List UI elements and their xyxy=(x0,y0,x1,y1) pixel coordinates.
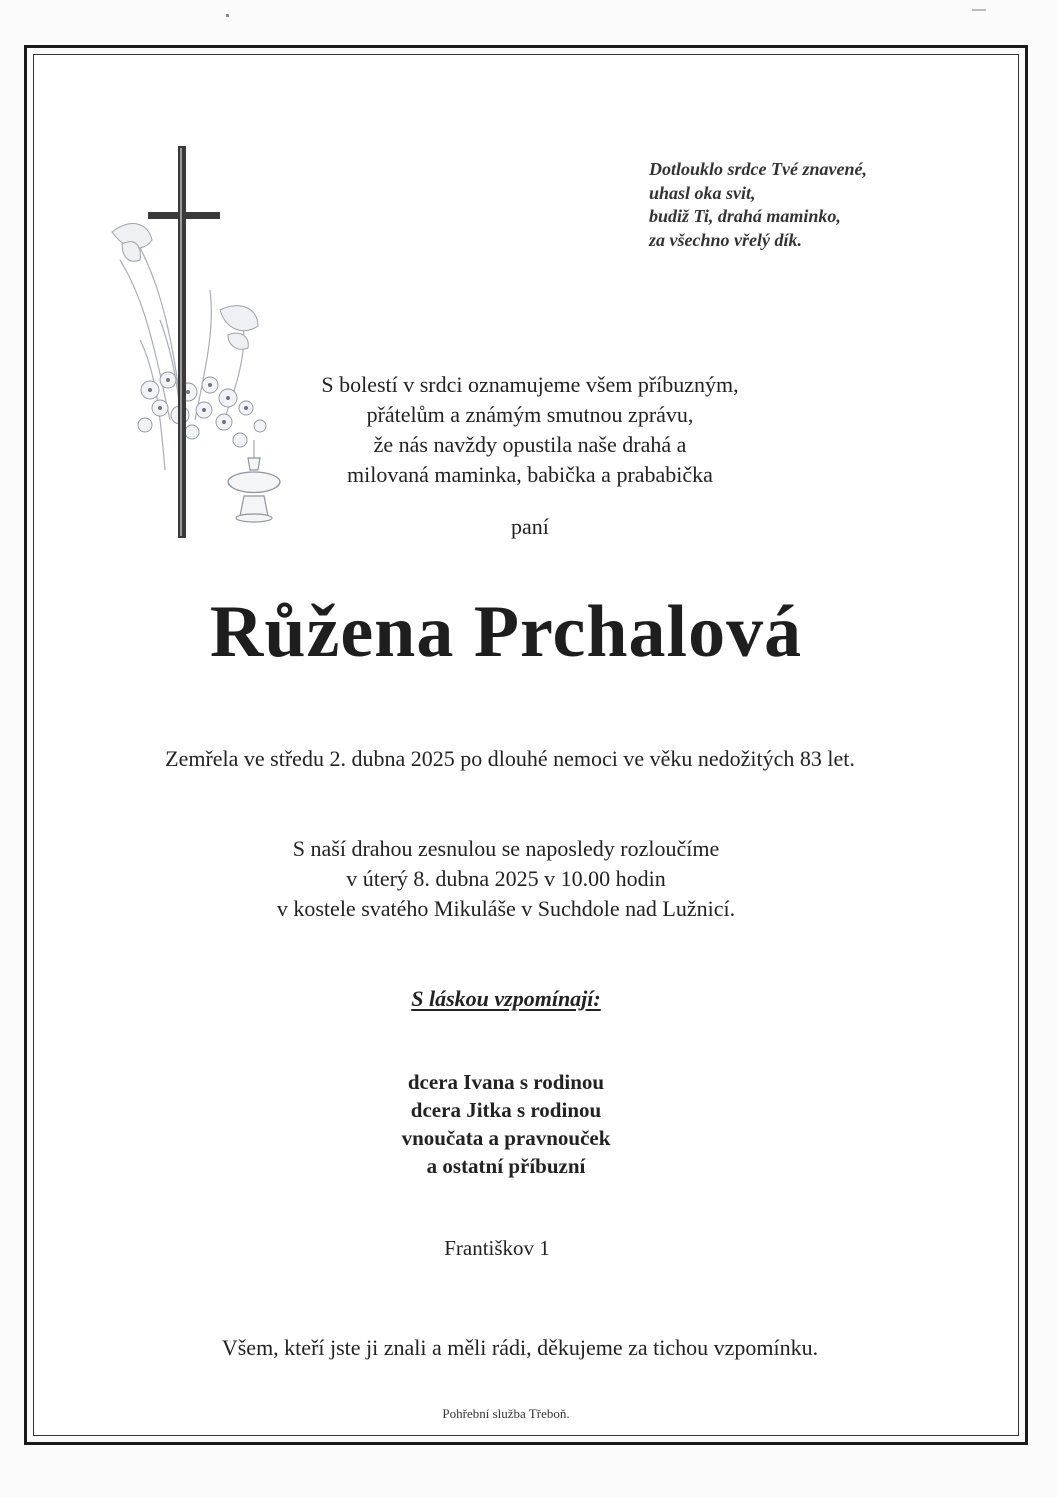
announcement-line: S bolestí v srdci oznamujeme všem příbuzným, xyxy=(321,372,739,397)
announcement-line: milovaná maminka, babička a prababička xyxy=(347,462,713,487)
poem-line: za všechno vřelý dík. xyxy=(649,229,802,250)
farewell-line: v úterý 8. dubna 2025 v 10.00 hodin xyxy=(346,866,666,891)
farewell-paragraph xyxy=(200,834,812,924)
poem-verse xyxy=(649,158,949,252)
farewell-line: v kostele svatého Mikuláše v Suchdole nad Lužnicí. xyxy=(276,896,736,921)
announcement-line: že nás navždy opustila naše drahá a xyxy=(373,432,687,457)
mourner-item: a ostatní příbuzní xyxy=(426,1154,586,1178)
mourner-item: dcera Jitka s rodinou xyxy=(410,1098,602,1122)
poem-line: Dotlouklo srdce Tvé znavené, xyxy=(649,159,867,179)
deceased-name: Růžena Prchalová xyxy=(209,591,803,673)
remembrance-heading-text: S láskou vzpomínají: xyxy=(411,986,601,1011)
poem-line: budiž Ti, drahá maminko, xyxy=(649,206,841,226)
announcement-line: přátelům a známým smutnou zprávu, xyxy=(366,402,694,427)
scan-speck xyxy=(226,14,229,17)
address: Františkov 1 xyxy=(444,1236,550,1260)
remembrance-heading xyxy=(306,986,706,1012)
announcement-paragraph xyxy=(240,370,820,490)
funeral-service-credit: Pohřební služba Třeboň. xyxy=(442,1406,570,1421)
mourners-list xyxy=(306,1068,706,1180)
scan-speck xyxy=(972,9,986,11)
mourner-item: dcera Ivana s rodinou xyxy=(407,1070,605,1094)
mourner-item: vnoučata a pravnouček xyxy=(401,1126,611,1150)
salutation: paní xyxy=(511,514,549,539)
thanks-line: Všem, kteří jste ji znali a měli rádi, děkujeme za tichou vzpomínku. xyxy=(221,1335,819,1360)
death-notice: Zemřela ve středu 2. dubna 2025 po dlouhé nemoci ve věku nedožitých 83 let. xyxy=(165,746,855,771)
farewell-line: S naší drahou zesnulou se naposledy rozloučíme xyxy=(292,836,720,861)
poem-line: uhasl oka svit, xyxy=(649,182,756,203)
